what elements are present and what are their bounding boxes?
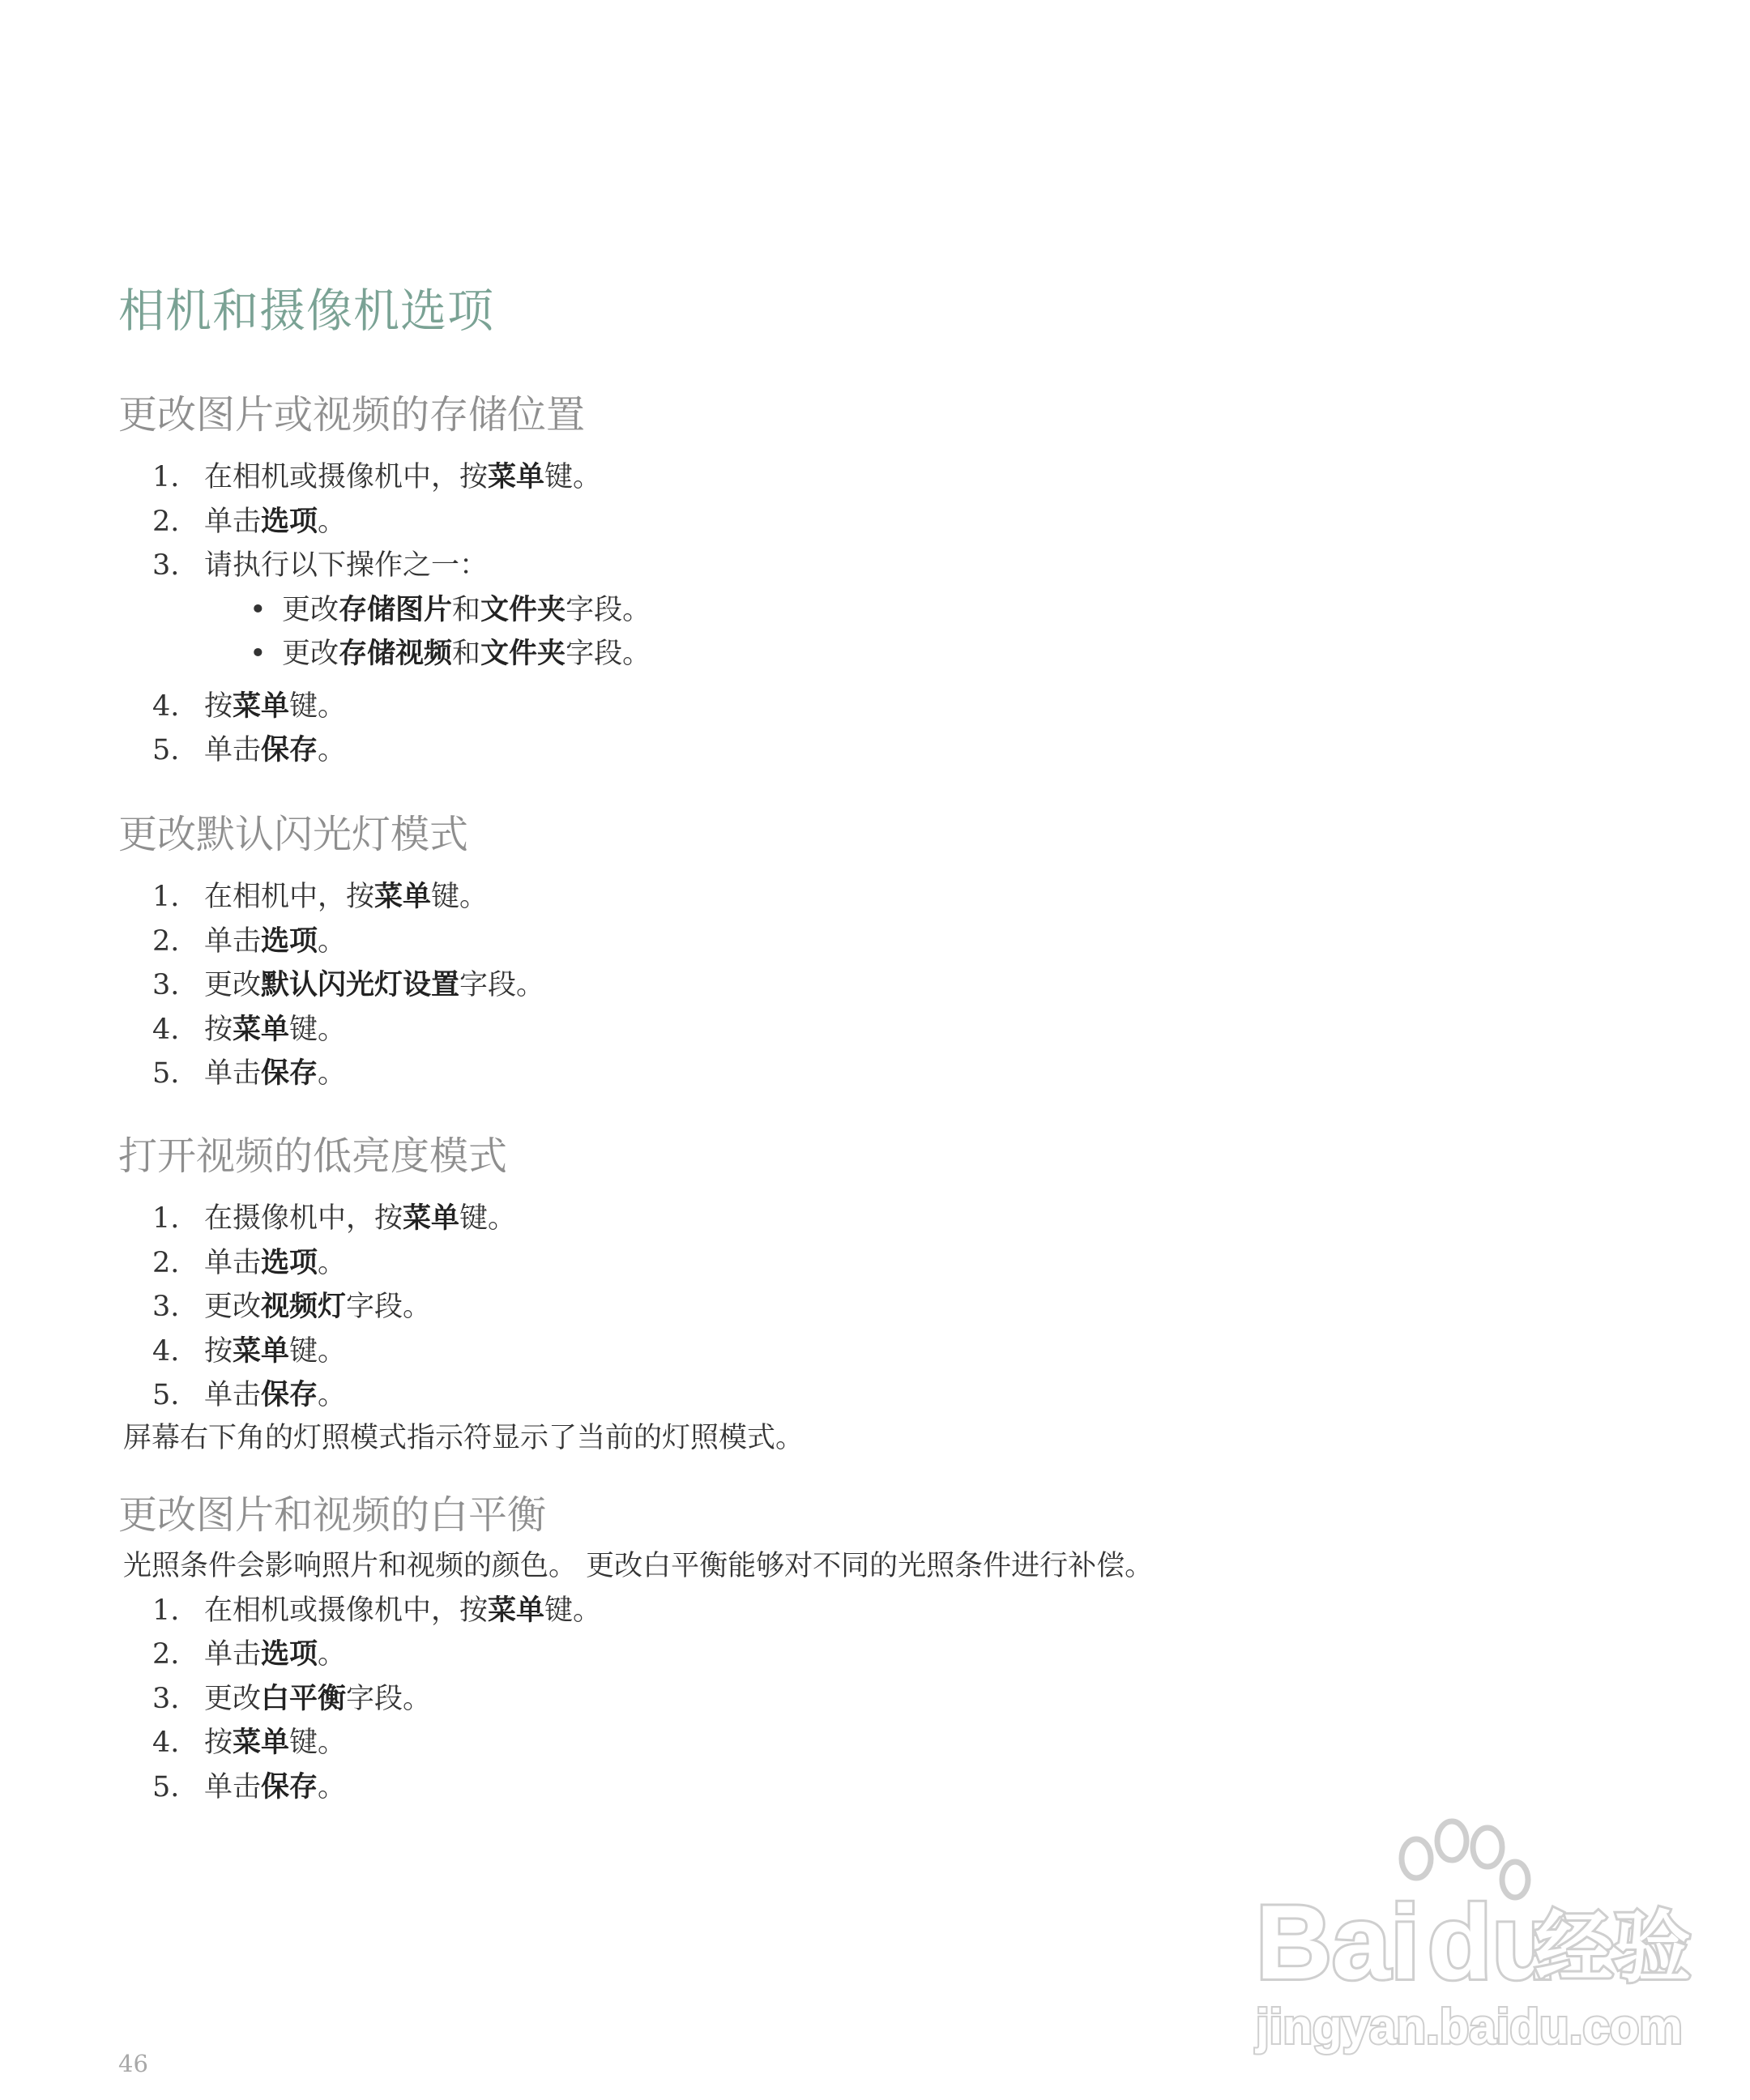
step-number: 4. [152, 689, 180, 723]
watermark-url: jingyan.baidu.com [1256, 2000, 1683, 2054]
list-item: 2. 单击选项。 [118, 1633, 1658, 1677]
step-number: 1. [152, 1202, 180, 1235]
watermark-brand-a: Bai [1256, 1883, 1420, 2001]
list-item: 1. 在相机或摄像机中，按菜单键。 [118, 455, 1658, 500]
section-heading: 打开视频的低亮度模式 [118, 1133, 508, 1179]
list-item: 5. 单击保存。 [118, 728, 1658, 773]
sub-list [118, 588, 1658, 685]
step-number: 4. [152, 1727, 180, 1759]
list-item: 3. 更改白平衡字段。 [118, 1677, 1658, 1722]
step-list [118, 685, 1658, 773]
step-number: 3. [152, 1291, 180, 1323]
watermark-brand-cn: 经验 [1535, 1902, 1691, 1993]
page-number: 46 [118, 2050, 148, 2077]
step-number: 4. [152, 1334, 180, 1368]
step-number: 2. [152, 1246, 180, 1279]
list-item: 2. 单击选项。 [118, 1241, 1658, 1286]
step-number: 3. [152, 549, 180, 582]
list-item: 3. 更改默认闪光灯设置字段。 [118, 963, 1658, 1008]
bullet-item: • 更改存储视频和文件夹字段。 [118, 632, 1658, 677]
intro-text: 光照条件会影响照片和视频的颜色。 更改白平衡能够对不同的光照条件进行补偿。 [123, 1550, 1154, 1582]
step-number: 5. [152, 734, 180, 766]
list-item: 4. 按菜单键。 [118, 685, 1658, 729]
section-default-flash [118, 809, 1658, 1096]
step-number: 5. [152, 1770, 180, 1803]
section-heading: 更改图片或视频的存储位置 [118, 392, 586, 438]
baidu-jingyan-watermark [1240, 1808, 1691, 2054]
section-low-light-video [118, 1130, 1658, 1460]
section-heading: 更改图片和视频的白平衡 [118, 1492, 547, 1538]
step-number: 1. [152, 1594, 180, 1627]
step-number: 5. [152, 1379, 180, 1411]
bullet-icon: • [250, 593, 267, 626]
section-white-balance [118, 1489, 1658, 1809]
step-number: 2. [152, 505, 180, 538]
step-number: 1. [152, 881, 180, 913]
bullet-item: • 更改存储图片和文件夹字段。 [118, 588, 1658, 633]
step-list [118, 1589, 1658, 1810]
step-list [118, 1197, 1658, 1418]
section-storage-location [118, 389, 1658, 773]
list-item: 5. 单击保存。 [118, 1373, 1658, 1418]
step-list [118, 875, 1658, 1096]
step-number: 3. [152, 1682, 180, 1715]
section-heading: 更改默认闪光灯模式 [118, 812, 469, 857]
list-item: 1. 在摄像机中，按菜单键。 [118, 1197, 1658, 1241]
list-item: 3. 请执行以下操作之一： [118, 544, 1658, 588]
step-number: 3. [152, 969, 180, 1001]
step-number: 5. [152, 1057, 180, 1090]
step-number: 1. [152, 461, 180, 493]
list-item: 5. 单击保存。 [118, 1765, 1658, 1810]
step-number: 2. [152, 924, 180, 958]
list-item: 4. 按菜单键。 [118, 1330, 1658, 1374]
list-item: 4. 按菜单键。 [118, 1721, 1658, 1765]
chapter-title: 相机和摄像机选项 [118, 284, 494, 338]
step-number: 2. [152, 1638, 180, 1671]
note-text: 屏幕右下角的灯照模式指示符显示了当前的灯照模式。 [123, 1421, 805, 1454]
list-item: 4. 按菜单键。 [118, 1008, 1658, 1052]
list-item: 3. 更改视频灯字段。 [118, 1285, 1658, 1330]
list-item: 1. 在相机或摄像机中，按菜单键。 [118, 1589, 1658, 1633]
list-item: 1. 在相机中，按菜单键。 [118, 875, 1658, 920]
list-item: 5. 单击保存。 [118, 1052, 1658, 1096]
step-number: 4. [152, 1013, 180, 1046]
list-item: 2. 单击选项。 [118, 920, 1658, 964]
watermark-brand-b: du [1428, 1883, 1556, 2001]
bullet-icon: • [250, 638, 267, 670]
step-list [118, 455, 1658, 588]
list-item: 2. 单击选项。 [118, 500, 1658, 544]
